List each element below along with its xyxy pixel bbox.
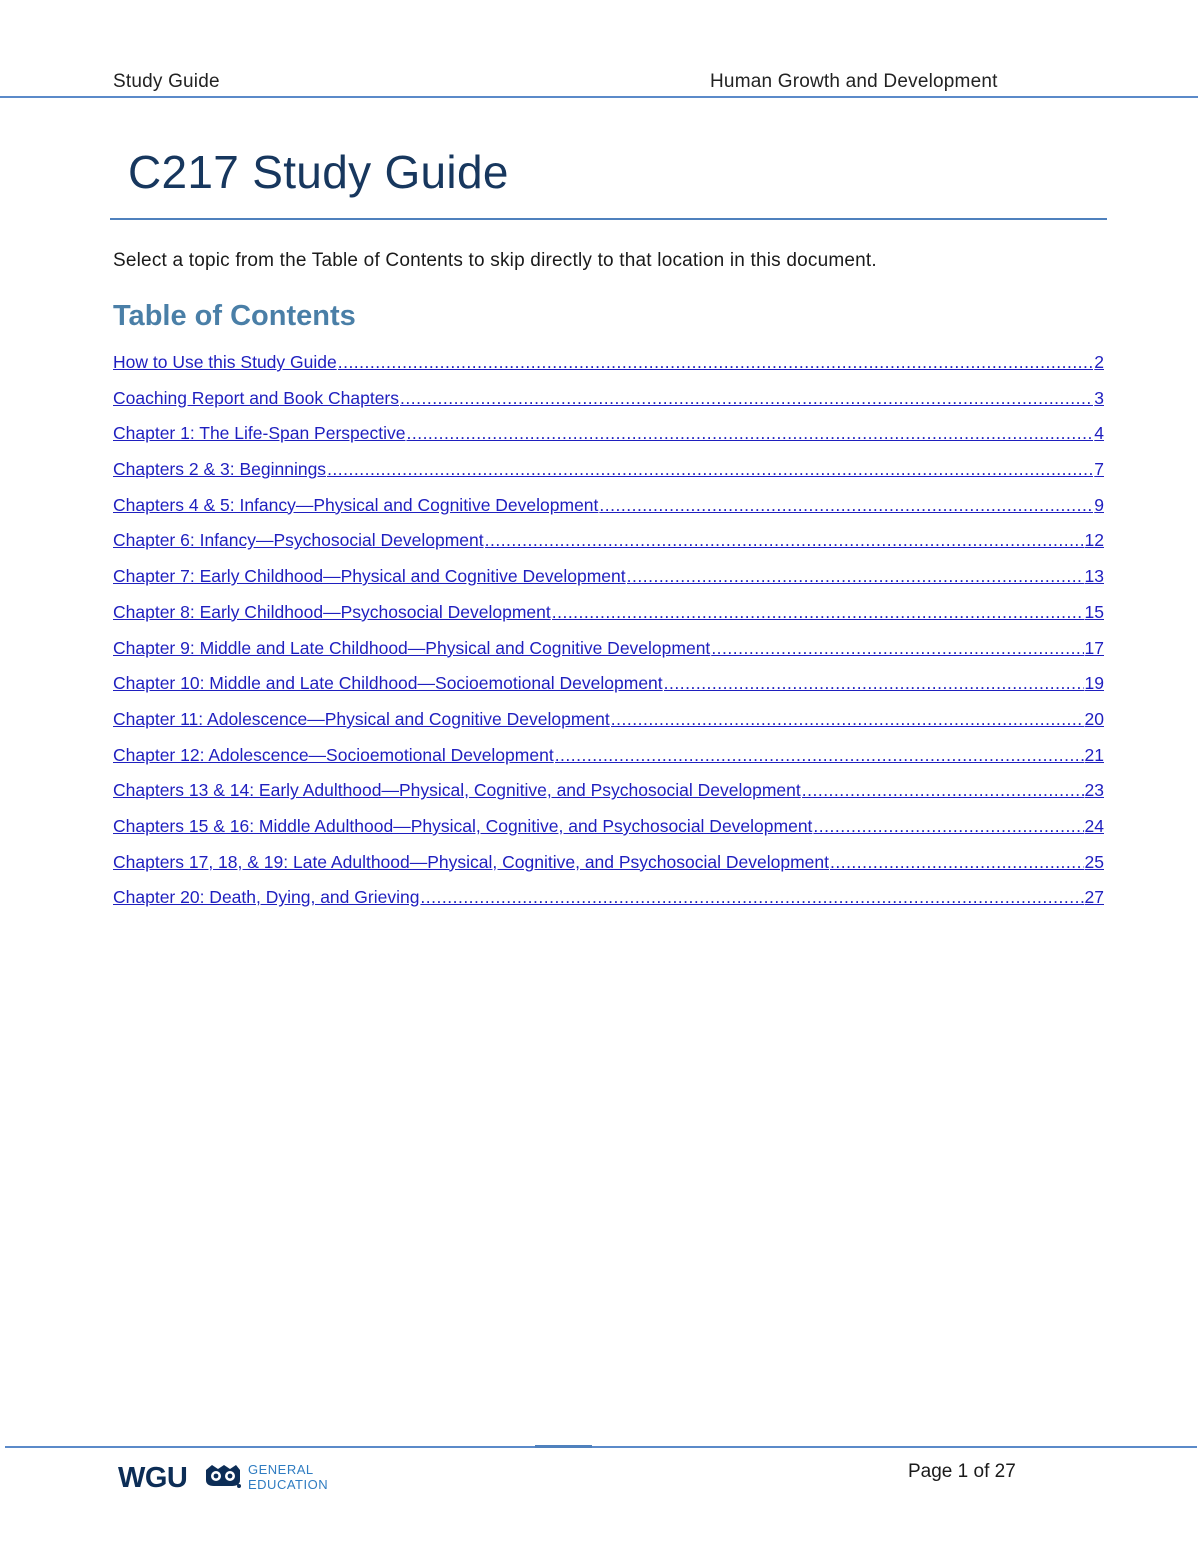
toc-link-label[interactable]: Chapter 8: Early Childhood—Psychosocial Development bbox=[113, 601, 551, 622]
toc-link[interactable] bbox=[113, 423, 1104, 459]
toc-link[interactable] bbox=[113, 388, 1104, 424]
toc-dot-leader bbox=[338, 352, 1094, 373]
toc-link-label[interactable]: Coaching Report and Book Chapters bbox=[113, 387, 400, 408]
logo-wordmark: WGU bbox=[118, 1462, 188, 1494]
header-document-type: Study Guide bbox=[113, 71, 220, 92]
toc-link[interactable] bbox=[113, 745, 1104, 781]
toc-page-number[interactable]: 4 bbox=[1094, 423, 1104, 444]
intro-paragraph: Select a topic from the Table of Contents to skip directly to that location in this document. bbox=[113, 250, 877, 271]
logo-line-general: GENERAL bbox=[248, 1462, 314, 1477]
toc-link[interactable] bbox=[113, 673, 1104, 709]
toc-dot-leader bbox=[802, 780, 1084, 801]
toc-heading: Table of Contents bbox=[113, 300, 356, 332]
toc-dot-leader bbox=[627, 566, 1084, 587]
toc-dot-leader bbox=[555, 745, 1084, 766]
toc-page-number[interactable]: 19 bbox=[1084, 673, 1104, 694]
toc-dot-leader bbox=[664, 673, 1084, 694]
toc-page-number[interactable]: 3 bbox=[1094, 387, 1104, 408]
toc-link[interactable] bbox=[113, 566, 1104, 602]
toc-page-number[interactable]: 23 bbox=[1084, 780, 1104, 801]
toc-link-label[interactable]: How to Use this Study Guide bbox=[113, 352, 337, 372]
toc-link-label[interactable]: Chapters 2 & 3: Beginnings bbox=[113, 459, 327, 480]
toc-link[interactable] bbox=[113, 459, 1104, 495]
toc-dot-leader bbox=[830, 852, 1084, 873]
wgu-logo bbox=[118, 1460, 348, 1496]
toc-link[interactable] bbox=[113, 887, 1104, 923]
toc-link[interactable] bbox=[113, 530, 1104, 566]
logo-line-education: EDUCATION bbox=[248, 1477, 329, 1492]
toc-link[interactable] bbox=[113, 852, 1104, 888]
toc-link-label[interactable]: Chapter 1: The Life-Span Perspective bbox=[113, 423, 406, 444]
toc-page-number[interactable]: 21 bbox=[1084, 744, 1104, 765]
toc-link[interactable] bbox=[113, 602, 1104, 638]
toc-page-number[interactable]: 27 bbox=[1084, 887, 1104, 908]
toc-link-label[interactable]: Chapter 6: Infancy—Psychosocial Development bbox=[113, 530, 484, 551]
toc-dot-leader bbox=[813, 816, 1083, 837]
toc-link[interactable] bbox=[113, 352, 1104, 388]
header-course-name: Human Growth and Development bbox=[710, 71, 998, 92]
toc-dot-leader bbox=[400, 388, 1093, 409]
table-of-contents bbox=[113, 352, 1104, 923]
toc-page-number[interactable]: 17 bbox=[1084, 637, 1104, 658]
toc-link-label[interactable]: Chapter 9: Middle and Late Childhood—Physical and Cognitive Development bbox=[113, 637, 711, 658]
toc-link-label[interactable]: Chapter 7: Early Childhood—Physical and Cognitive Development bbox=[113, 566, 626, 587]
page-number: Page 1 of 27 bbox=[908, 1461, 1016, 1482]
toc-page-number[interactable]: 12 bbox=[1084, 530, 1104, 551]
footer-divider-accent bbox=[535, 1445, 592, 1448]
toc-link[interactable] bbox=[113, 709, 1104, 745]
toc-link-label[interactable]: Chapter 12: Adolescence—Socioemotional Development bbox=[113, 744, 554, 765]
toc-dot-leader bbox=[552, 602, 1084, 623]
toc-link[interactable] bbox=[113, 495, 1104, 531]
title-divider bbox=[110, 218, 1107, 220]
owl-icon bbox=[204, 1464, 242, 1488]
toc-dot-leader bbox=[420, 887, 1083, 908]
toc-link[interactable] bbox=[113, 780, 1104, 816]
toc-link-label[interactable]: Chapters 15 & 16: Middle Adulthood—Physical, Cognitive, and Psychosocial Development bbox=[113, 815, 813, 836]
toc-page-number[interactable]: 9 bbox=[1094, 494, 1104, 515]
page-title: C217 Study Guide bbox=[128, 146, 509, 198]
toc-page-number[interactable]: 15 bbox=[1084, 601, 1104, 622]
toc-dot-leader bbox=[327, 459, 1093, 480]
page-header bbox=[0, 0, 1200, 98]
toc-page-number[interactable]: 25 bbox=[1084, 851, 1104, 872]
toc-page-number[interactable]: 2 bbox=[1094, 352, 1104, 372]
toc-link-label[interactable]: Chapters 17, 18, & 19: Late Adulthood—Physical, Cognitive, and Psychosocial Development bbox=[113, 851, 829, 872]
toc-page-number[interactable]: 24 bbox=[1084, 815, 1104, 836]
toc-link[interactable] bbox=[113, 638, 1104, 674]
toc-link-label[interactable]: Chapter 10: Middle and Late Childhood—Socioemotional Development bbox=[113, 673, 663, 694]
logo-tagline bbox=[248, 1462, 328, 1492]
header-divider bbox=[0, 96, 1198, 98]
toc-page-number[interactable]: 13 bbox=[1084, 566, 1104, 587]
toc-page-number[interactable]: 20 bbox=[1084, 708, 1104, 729]
footer-divider bbox=[5, 1446, 1197, 1448]
toc-link-label[interactable]: Chapters 13 & 14: Early Adulthood—Physical, Cognitive, and Psychosocial Development bbox=[113, 780, 801, 801]
toc-link-label[interactable]: Chapters 4 & 5: Infancy—Physical and Cognitive Development bbox=[113, 494, 599, 515]
toc-link-label[interactable]: Chapter 20: Death, Dying, and Grieving bbox=[113, 887, 420, 908]
toc-dot-leader bbox=[711, 638, 1083, 659]
toc-dot-leader bbox=[406, 423, 1093, 444]
toc-page-number[interactable]: 7 bbox=[1094, 459, 1104, 480]
toc-dot-leader bbox=[599, 495, 1093, 516]
toc-dot-leader bbox=[485, 530, 1084, 551]
toc-link-label[interactable]: Chapter 11: Adolescence—Physical and Cognitive Development bbox=[113, 708, 610, 729]
toc-dot-leader bbox=[611, 709, 1084, 730]
toc-link[interactable] bbox=[113, 816, 1104, 852]
